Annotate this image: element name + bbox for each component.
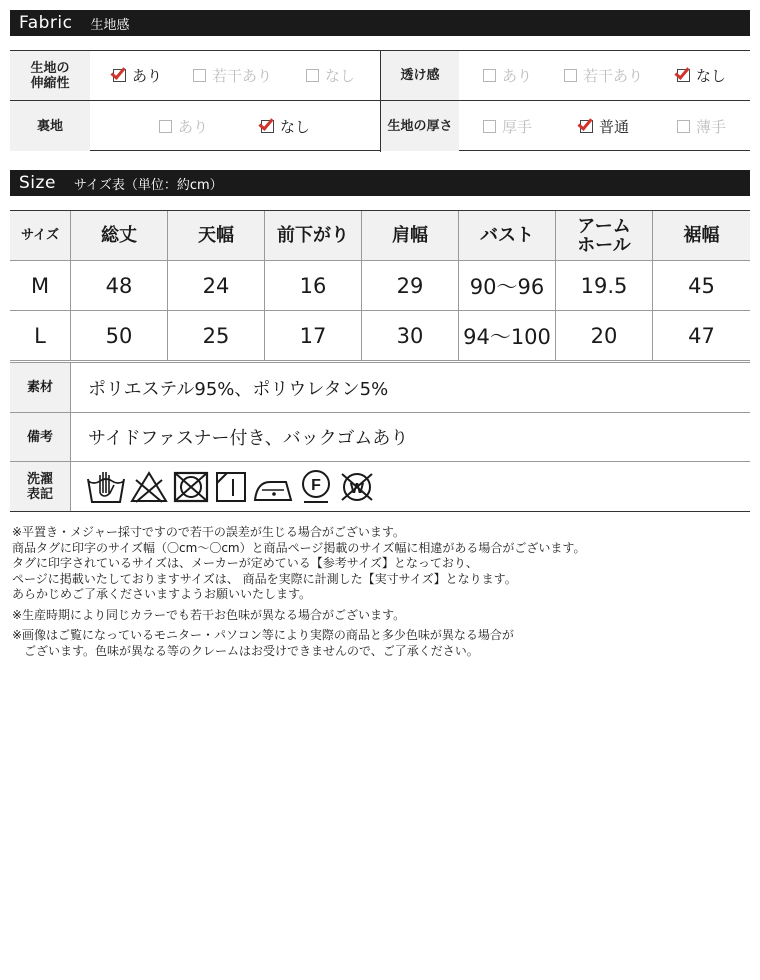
iron-low-icon [252,470,294,504]
header-hem-width: 裾幅 [653,211,750,260]
option-label: 薄手 [696,117,727,136]
note-line: ございます。色味が異なる等のクレームはお受けできませんので、ご了承ください。 [12,643,479,658]
size-cell: 30 [396,323,424,348]
checkbox-icon [677,120,690,133]
checkbox-icon [261,120,274,133]
thickness-option-atsude [483,101,532,151]
checkbox-icon [113,69,126,82]
size-cell: 17 [299,323,327,348]
header-shoulder: 肩幅 [362,211,458,260]
size-cell: 94～100 [463,324,551,349]
size-row-l [10,311,750,360]
note-line: 商品タグに印字のサイズ幅（〇cm～〇cm）と商品ページ掲載のサイズ幅に相違がある場合がございます。 [12,540,586,555]
thickness-option-usude [677,101,726,151]
option-label: 普通 [599,117,630,136]
note-line: ※画像はご覧になっているモニター・パソコン等により実際の商品と多少色味が異なる場合が [12,628,514,642]
check-mark-icon [110,64,125,80]
header-top-width: 天幅 [168,211,264,260]
lining-option-nashi [261,101,310,151]
stretch-option-jakkan [193,51,272,100]
divider [458,211,459,360]
size-cell: L [34,323,46,348]
size-cell: M [30,273,50,298]
size-cell: 47 [688,323,715,348]
check-mark-icon [258,115,273,131]
svg-text:W: W [349,479,365,497]
svg-text:F: F [311,476,321,494]
notes [12,525,752,659]
check-mark-icon [674,64,689,80]
option-label: あり [178,117,209,136]
size-cell: 16 [299,273,327,298]
fabric-title-ja: 生地感 [90,17,130,33]
checkbox-icon [580,120,593,133]
fabric-divider [380,51,381,152]
stretch-option-ari [113,51,162,100]
lining-option-ari [159,101,208,151]
size-cell: 25 [202,323,230,348]
size-cell: 50 [105,323,133,348]
material-value: ポリエステル95%、ポリウレタン5% [88,378,389,400]
size-cell: 90～96 [469,274,545,299]
fabric-section-header [10,10,750,36]
checkbox-icon [564,69,577,82]
care-label: 洗濯 表記 [10,462,70,511]
remarks-value: サイドファスナー付き、バックゴムあり [88,428,409,449]
size-cell: 29 [396,273,424,298]
no-wet-clean-icon [338,469,376,505]
note-line: ※平置き・メジャー採寸ですので若干の誤差が生じる場合がございます。 [12,525,405,539]
note-line: ページに掲載いたしておりますサイズは、 商品を実際に計測した【実寸サイズ】となります。 [12,571,517,586]
sheer-label: 透け感 [381,51,459,100]
sheer-option-jakkan [564,51,643,100]
size-cell: 24 [202,273,230,298]
header-bust: バスト [459,211,555,260]
note-line: あらかじめご了承くださいますようお願いいたします。 [12,587,312,601]
option-label: なし [280,117,311,136]
sheer-option-ari [483,51,532,100]
checkbox-icon [159,120,172,133]
line-dry-shade-icon [214,470,248,504]
option-label: 若干あり [212,67,273,85]
size-title-ja: サイズ表（単位：約cm） [73,177,223,193]
dry-clean-f-icon [298,469,334,505]
size-cell: 19.5 [580,273,628,298]
size-header-row [10,211,750,260]
option-label: なし [696,67,727,85]
check-mark-icon [577,115,592,131]
checkbox-icon [677,69,690,82]
option-label: なし [325,67,356,85]
stretch-option-nashi [306,51,355,100]
checkbox-icon [483,69,496,82]
divider [264,211,265,360]
thickness-label: 生地の厚さ [381,101,459,151]
fabric-title-en: Fabric [19,13,73,33]
no-bleach-icon [130,470,168,504]
header-front-drop: 前下がり [265,211,361,260]
thickness-option-futsuu [580,101,629,151]
care-icons [86,462,376,511]
note-line: ※生産時期により同じカラーでも若干お色味が異なる場合がございます。 [12,607,406,622]
no-tumble-dry-icon [172,470,210,504]
divider [70,363,71,511]
size-cell: 45 [688,273,715,298]
option-label: あり [502,67,533,85]
size-row-m [10,261,750,310]
size-title-en: Size [19,173,56,193]
sheer-option-nashi [677,51,726,100]
hand-wash-40-icon [86,469,126,505]
divider [361,211,362,360]
fabric-table [10,50,750,151]
divider [555,211,556,360]
divider [70,211,71,360]
lining-label: 裏地 [10,101,90,151]
note-line: タグに印字されているサイズは、メーカーが定めている【参考サイズ】となっており、 [12,556,478,570]
divider [652,211,653,360]
header-length: 総丈 [71,211,167,260]
option-label: 厚手 [502,117,533,136]
header-size: サイズ [10,211,70,260]
divider [167,211,168,360]
option-label: あり [132,67,163,85]
divider [10,511,750,512]
checkbox-icon [306,69,319,82]
size-cell: 20 [590,323,618,348]
size-section-header [10,170,750,196]
material-label: 素材 [10,363,70,412]
option-label: 若干あり [583,67,644,85]
stretch-label: 生地の 伸縮性 [10,51,90,100]
divider [10,360,750,361]
checkbox-icon [193,69,206,82]
header-armhole: アーム ホール [556,211,652,260]
size-cell: 48 [105,273,133,298]
remarks-label: 備考 [10,413,70,461]
checkbox-icon [483,120,496,133]
